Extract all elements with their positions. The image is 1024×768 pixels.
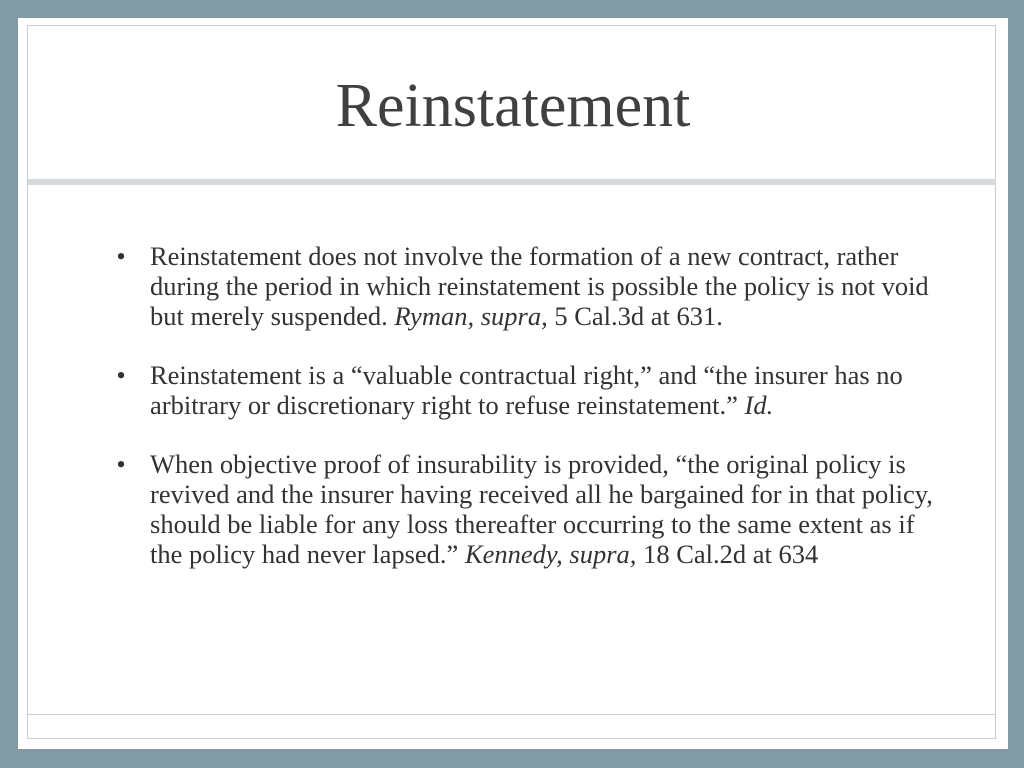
bullet-item-3 (111, 449, 941, 569)
slide (18, 18, 1008, 749)
bullet-icon: • (116, 449, 126, 479)
bullet-list (111, 241, 941, 598)
bullet-icon: • (116, 360, 126, 390)
case-citation: Kennedy, supra, (464, 539, 637, 569)
bullet-text: Reinstatement is a “valuable contractual right,” and “the insurer has no arbitrary or discretionary right to refuse reinstatement.” (150, 360, 903, 420)
bullet-item-2 (111, 360, 941, 420)
citation-reference: 18 Cal.2d at 634 (636, 539, 819, 569)
footer-divider (28, 714, 996, 715)
bullet-item-1 (111, 241, 941, 331)
title-divider (28, 179, 996, 185)
case-citation: Id. (744, 390, 774, 420)
bullet-text: Reinstatement does not involve the formation of a new contract, rather during the period in which reinstatement is possible the policy is not void but merely suspended. (150, 241, 929, 331)
slide-title: Reinstatement (335, 72, 691, 140)
bullet-text: When objective proof of insurability is provided, “the original policy is revived and the insurer having received all he bargained for in that policy, should be liable for any loss thereafter occurring to the same extent as if the policy had never lapsed.” (150, 449, 933, 569)
citation-reference: 5 Cal.3d at 631. (547, 301, 723, 331)
case-citation: Ryman, supra, (394, 301, 548, 331)
bullet-icon: • (116, 241, 126, 271)
